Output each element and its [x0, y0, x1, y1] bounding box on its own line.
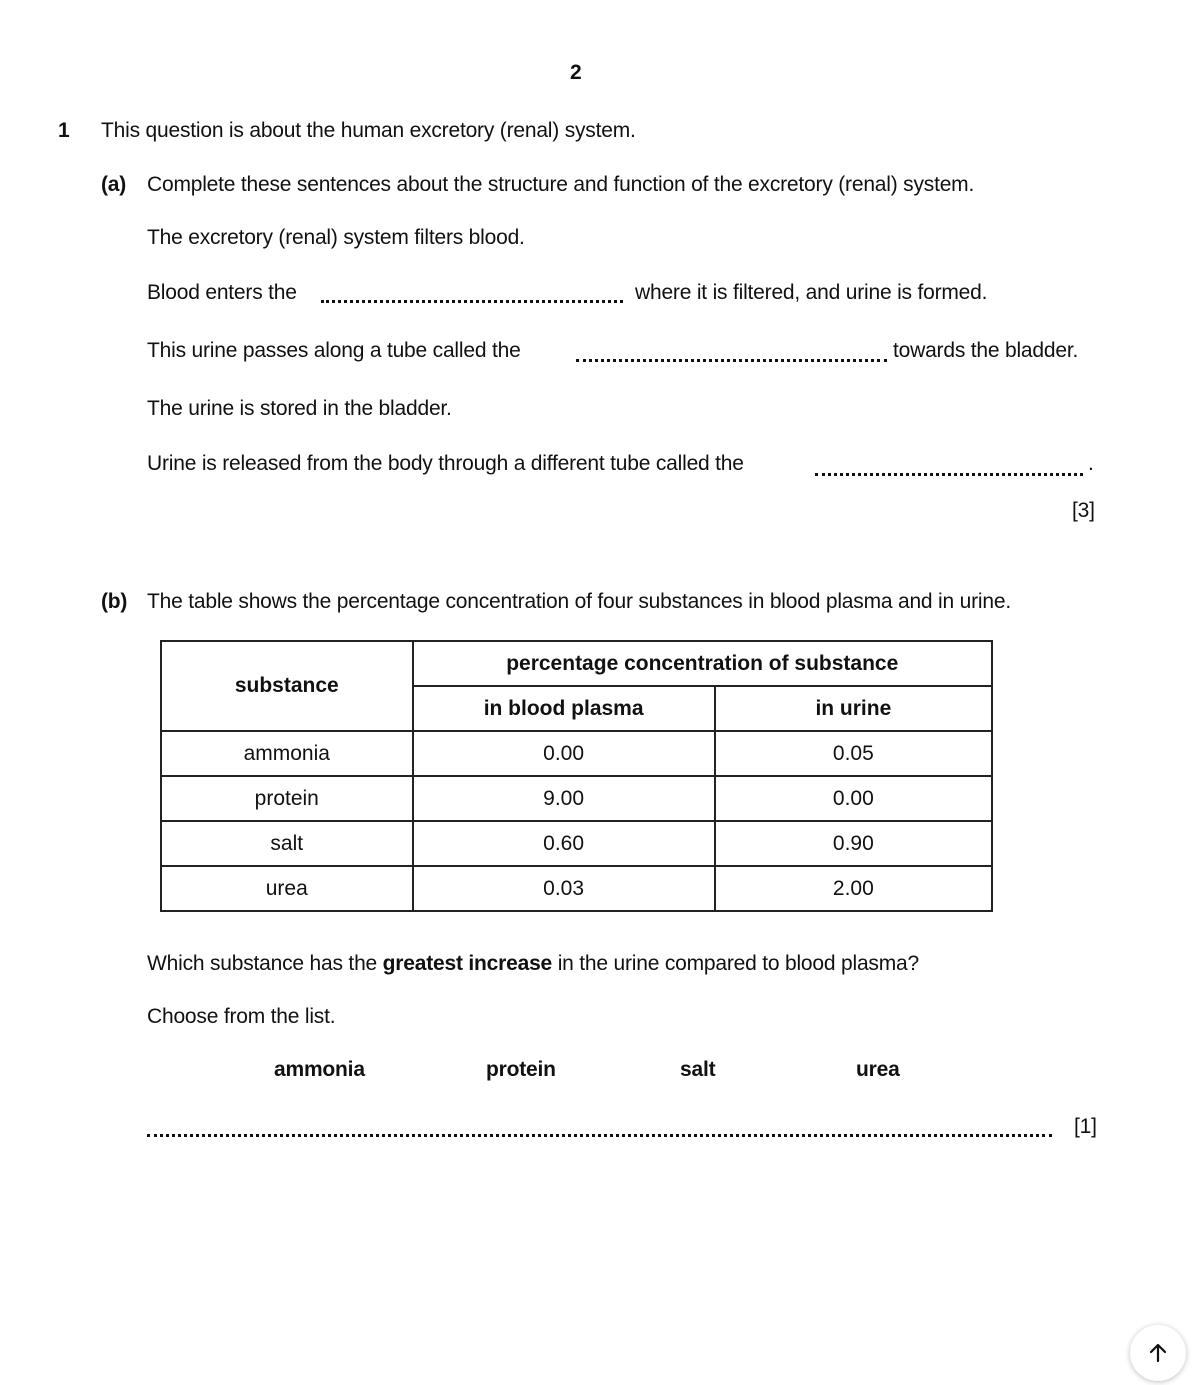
header-in-urine: in urine [715, 686, 992, 731]
part-a-marks: [3] [1072, 499, 1095, 522]
part-a-line3-start: This urine passes along a tube called the [147, 339, 521, 362]
cell-urine: 2.00 [715, 866, 992, 911]
cell-substance: ammonia [161, 731, 413, 776]
concentration-table [160, 640, 993, 912]
part-b-question-start: Which substance has the [147, 952, 378, 975]
part-a-line5-end: . [1088, 452, 1094, 475]
cell-substance: urea [161, 866, 413, 911]
cell-urine: 0.05 [715, 731, 992, 776]
answer-blank-kidney[interactable] [321, 300, 623, 303]
part-b-question [147, 951, 919, 977]
table-row [161, 821, 992, 866]
option-urea: urea [856, 1058, 900, 1081]
part-b-label: (b) [101, 590, 128, 613]
option-ammonia: ammonia [274, 1058, 365, 1081]
part-b-marks: [1] [1074, 1115, 1097, 1138]
page-number: 2 [570, 61, 582, 84]
cell-plasma: 0.03 [413, 866, 715, 911]
part-a-line2-end: where it is filtered, and urine is formed. [635, 281, 988, 304]
part-b-choose: Choose from the list. [147, 1005, 336, 1028]
arrow-up-icon [1146, 1341, 1170, 1365]
answer-blank-ureter[interactable] [576, 359, 887, 362]
part-b-instruction: The table shows the percentage concentration of four substances in blood plasma and in urine. [147, 590, 1011, 613]
table-row [161, 776, 992, 821]
header-in-blood-plasma: in blood plasma [413, 686, 715, 731]
part-a-instruction: Complete these sentences about the structure and function of the excretory (renal) system. [147, 173, 975, 196]
cell-plasma: 9.00 [413, 776, 715, 821]
cell-urine: 0.90 [715, 821, 992, 866]
cell-plasma: 0.60 [413, 821, 715, 866]
part-a-label: (a) [101, 173, 127, 196]
part-b-question-emphasis: greatest increase [382, 952, 553, 975]
cell-substance: salt [161, 821, 413, 866]
table-row [161, 731, 992, 776]
table-row [161, 866, 992, 911]
part-a-line4: The urine is stored in the bladder. [147, 397, 452, 420]
header-percentage-group: percentage concentration of substance [413, 641, 993, 686]
part-b-question-end: in the urine compared to blood plasma? [557, 952, 919, 975]
part-a-line5-start: Urine is released from the body through a different tube called the [147, 452, 744, 475]
question-number: 1 [58, 119, 70, 142]
cell-plasma: 0.00 [413, 731, 715, 776]
question-intro: This question is about the human excretory (renal) system. [101, 119, 636, 142]
scroll-to-top-button[interactable] [1130, 1325, 1186, 1381]
option-salt: salt [680, 1058, 716, 1081]
part-a-line1: The excretory (renal) system filters blood. [147, 226, 525, 249]
part-a-line3-end: towards the bladder. [893, 339, 1079, 362]
answer-blank-urethra[interactable] [815, 473, 1083, 476]
cell-substance: protein [161, 776, 413, 821]
answer-blank-substance[interactable] [147, 1134, 1052, 1137]
cell-urine: 0.00 [715, 776, 992, 821]
option-protein: protein [486, 1058, 556, 1081]
header-substance: substance [161, 641, 413, 731]
part-a-line2-start: Blood enters the [147, 281, 297, 304]
